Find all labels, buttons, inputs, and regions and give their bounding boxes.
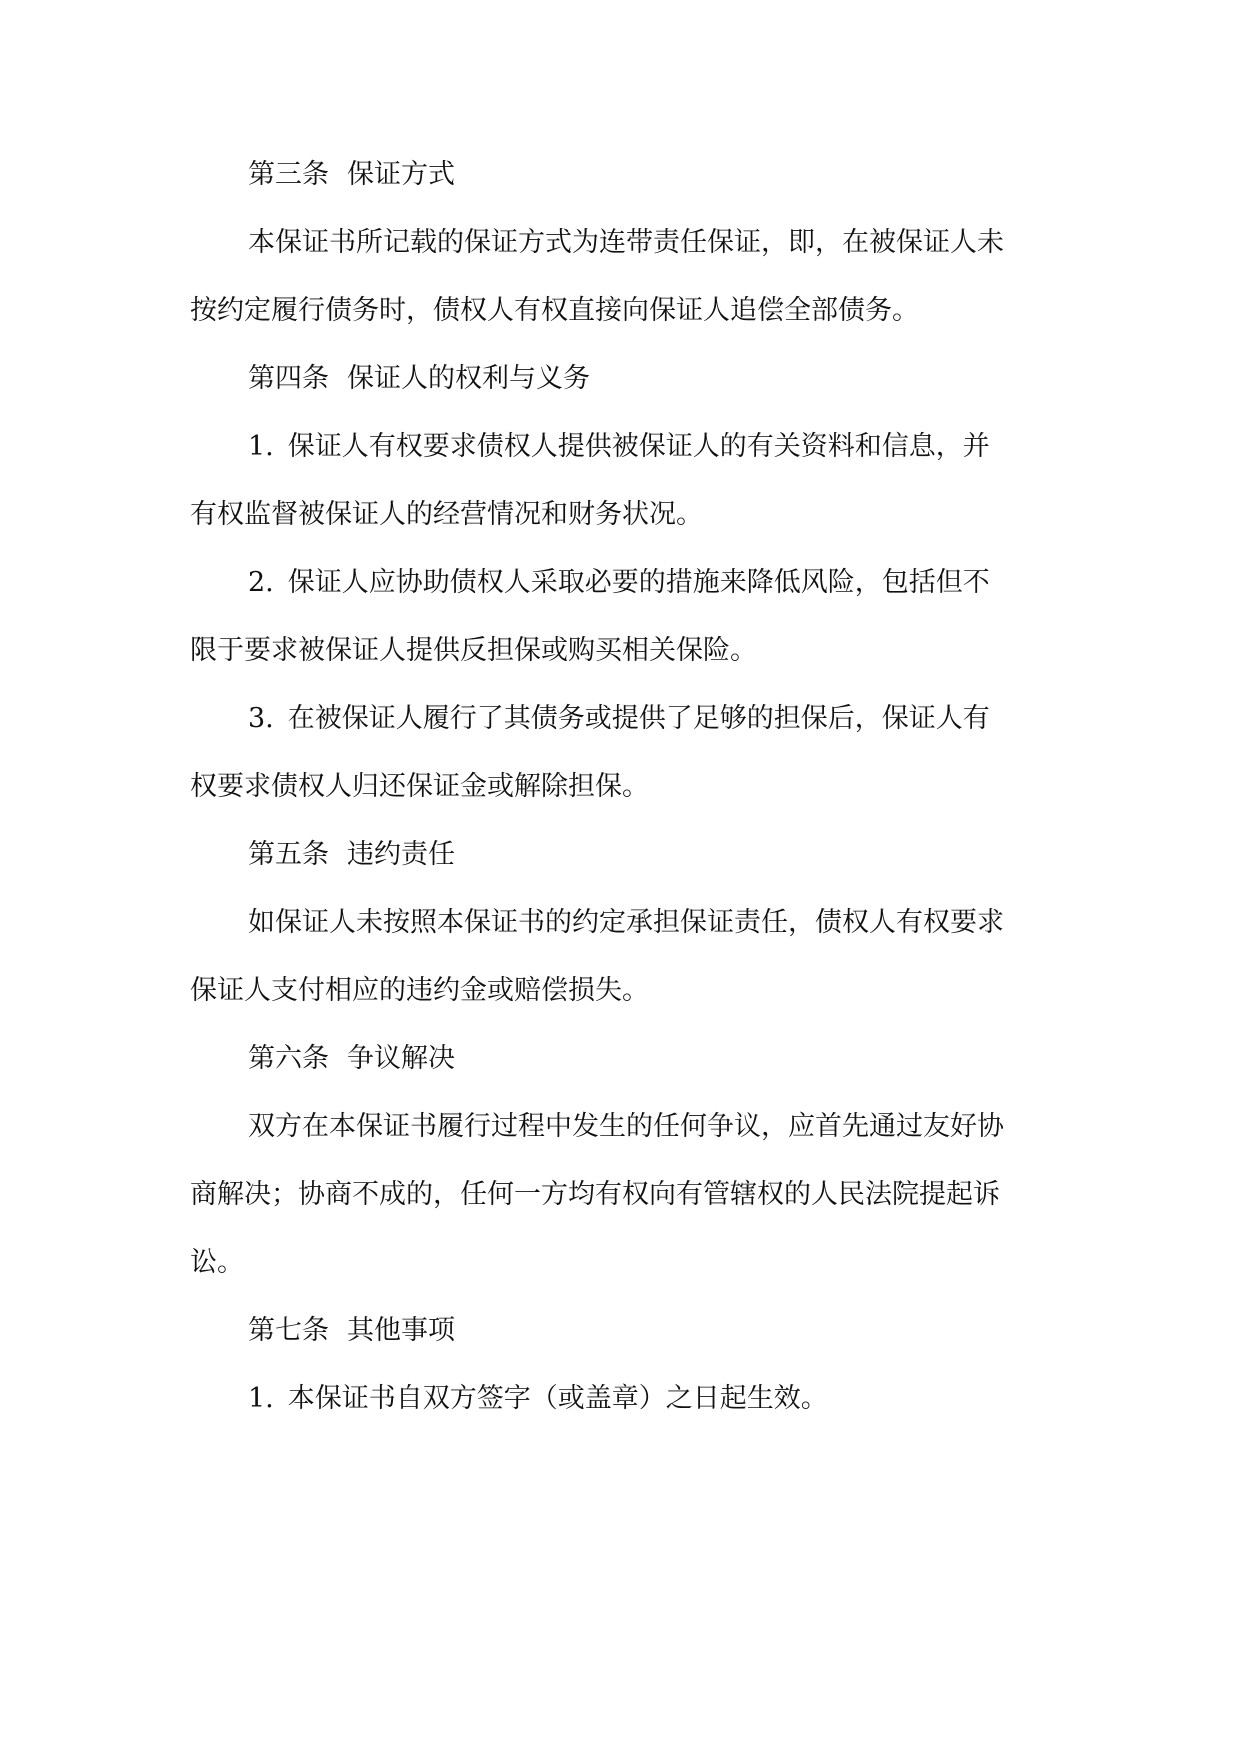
article-title: 争议解决 xyxy=(347,1043,455,1074)
article-number: 第六条 xyxy=(248,1043,329,1074)
paragraph-line: 双方在本保证书履行过程中发生的任何争议，应首先通过友好协 xyxy=(248,1111,1004,1142)
paragraph-line: 商解决；协商不成的，任何一方均有权向有管辖权的人民法院提起诉 xyxy=(190,1179,1000,1210)
list-item xyxy=(248,1376,1148,1422)
list-item-continuation: 有权监督被保证人的经营情况和财务状况。 xyxy=(190,499,703,530)
list-item xyxy=(248,560,1148,606)
item-number: 2. xyxy=(248,567,274,598)
article-number: 第五条 xyxy=(248,839,329,870)
article-5-heading xyxy=(248,832,1148,878)
article-4-heading xyxy=(248,356,1148,402)
paragraph-line: 按约定履行债务时，债权人有权直接向保证人追偿全部债务。 xyxy=(190,295,919,326)
list-item-continuation: 权要求债权人归还保证金或解除担保。 xyxy=(190,771,649,802)
item-number: 1. xyxy=(248,1383,274,1414)
paragraph-line: 讼。 xyxy=(190,1247,244,1278)
list-item xyxy=(248,424,1148,470)
article-title: 保证方式 xyxy=(347,159,455,190)
article-title: 保证人的权利与义务 xyxy=(347,363,590,394)
item-number: 1. xyxy=(248,431,274,462)
article-3-heading xyxy=(248,152,1148,198)
item-text: 保证人应协助债权人采取必要的措施来降低风险，包括但不 xyxy=(287,567,990,598)
article-number: 第四条 xyxy=(248,363,329,394)
paragraph-line: 保证人支付相应的违约金或赔偿损失。 xyxy=(190,975,649,1006)
paragraph-line: 如保证人未按照本保证书的约定承担保证责任，债权人有权要求 xyxy=(248,907,1004,938)
paragraph-line: 本保证书所记载的保证方式为连带责任保证，即，在被保证人未 xyxy=(248,227,1004,258)
item-text: 本保证书自双方签字（或盖章）之日起生效。 xyxy=(287,1383,828,1414)
article-title: 其他事项 xyxy=(347,1315,455,1346)
article-number: 第七条 xyxy=(248,1315,329,1346)
list-item-continuation: 限于要求被保证人提供反担保或购买相关保险。 xyxy=(190,635,757,666)
article-title: 违约责任 xyxy=(347,839,455,870)
item-text: 保证人有权要求债权人提供被保证人的有关资料和信息，并 xyxy=(287,431,990,462)
item-text: 在被保证人履行了其债务或提供了足够的担保后，保证人有 xyxy=(287,703,990,734)
list-item xyxy=(248,696,1148,742)
article-6-heading xyxy=(248,1036,1148,1082)
article-7-heading xyxy=(248,1308,1148,1354)
item-number: 3. xyxy=(248,703,274,734)
article-number: 第三条 xyxy=(248,159,329,190)
